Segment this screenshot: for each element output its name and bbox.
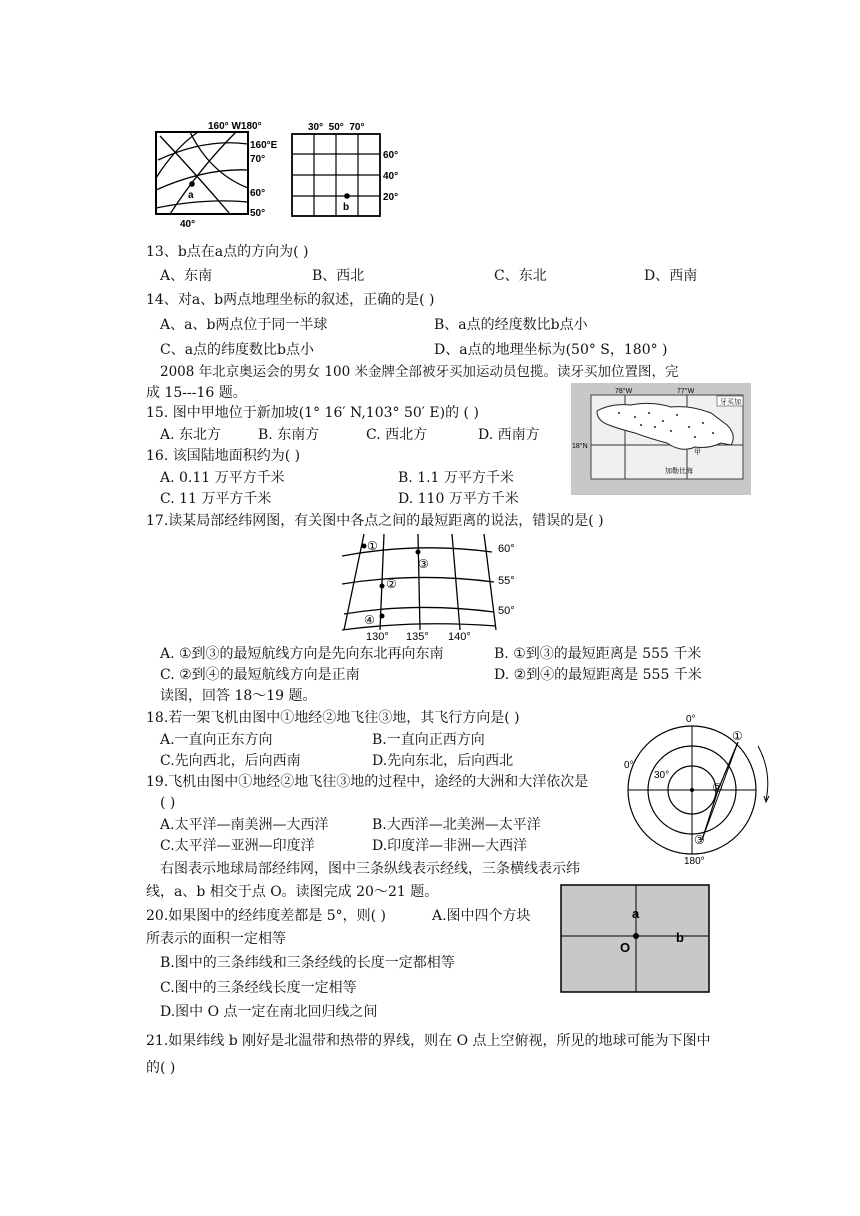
q19-option-c: C.太平洋—亚洲—印度洋 [160, 838, 315, 854]
q16-option-d: D. 110 万平方千米 [398, 491, 519, 507]
q19-stem: 19.飞机由图中①地经②地飞往③地的过程中，途经的大洲和大洋依次是 [146, 774, 589, 790]
fig1-right-label-1: 160°E [250, 140, 278, 151]
lat-lon-grid-figure [560, 884, 710, 994]
map-lon-right: 77°W [677, 388, 695, 395]
intro-15-line-2: 成 15---16 题。 [146, 385, 247, 401]
q18-option-b: B.一直向正西方向 [372, 732, 485, 748]
fig2-right-label-3: 20° [383, 192, 399, 203]
q13-option-c: C、东北 [494, 268, 547, 284]
fig3-lon-130: 130° [366, 631, 389, 642]
fig2-right-label-2: 40° [383, 171, 399, 182]
fig3-lon-135: 135° [406, 631, 429, 642]
fig1-right-label-4: 50° [250, 208, 266, 219]
grid-label-o: O [620, 940, 631, 955]
q16-option-a: A. 0.11 万平方千米 [160, 470, 285, 486]
fig3-point-2: ② [386, 577, 397, 591]
q18-option-d: D.先向东北，后向西北 [372, 753, 514, 769]
jamaica-location-map [571, 383, 751, 495]
q20-stem: 20.如果图中的经纬度差都是 5°，则( ) [146, 908, 386, 924]
q20-option-a: A.图中四个方块 [432, 908, 531, 924]
q18-option-c: C.先向西北，后向西南 [160, 753, 301, 769]
q15-option-d: D. 西南方 [478, 427, 540, 443]
q18-option-a: A.一直向正东方向 [160, 732, 273, 748]
q15-stem: 15. 图中甲地位于新加坡(1° 16′ N,103° 50′ E)的 ( ) [146, 405, 479, 421]
q14-option-b: B、a点的经度数比b点小 [434, 317, 588, 333]
q14-option-d: D、a点的地理坐标为(50° S，180° ) [434, 342, 668, 358]
intro-18: 读图，回答 18～19 题。 [160, 688, 317, 704]
map-lat: 18°N [572, 443, 588, 450]
fig1-bottom-label: 40° [180, 219, 196, 230]
polar-point-1: ① [732, 729, 743, 743]
q15-option-c: C. 西北方 [366, 427, 428, 443]
fig1-right-label-2: 70° [250, 154, 266, 165]
grid-label-b: b [676, 930, 684, 945]
fig3-point-3: ③ [418, 557, 429, 571]
fig3-lat-50: 50° [498, 605, 515, 617]
q15-option-a: A. 东北方 [160, 427, 222, 443]
polar-label-bottom: 180° [684, 856, 705, 867]
intro-20-line-2: 线，a、b 相交于点 O。读图完成 20～21 题。 [146, 884, 439, 900]
q20-option-d: D.图中 O 点一定在南北回归线之间 [160, 1004, 378, 1020]
q19-option-a: A.太平洋—南美洲—大西洋 [160, 817, 329, 833]
q14-option-c: C、a点的纬度数比b点小 [160, 342, 315, 358]
q19-option-d: D.印度洋—非洲—大西洋 [372, 838, 528, 854]
q17-stem: 17.读某局部经纬网图，有关图中各点之间的最短距离的说法，错误的是( ) [146, 513, 604, 529]
q16-option-c: C. 11 万平方千米 [160, 491, 272, 507]
q13-stem: 13、b点在a点的方向为( ) [146, 244, 309, 260]
q16-stem: 16. 该国陆地面积约为( ) [146, 448, 301, 464]
fig2-top-label: 30° 50° 70° [308, 122, 365, 133]
intro-15-line-1: 2008 年北京奥运会的男女 100 米金牌全部被牙买加运动员包揽。读牙买加位置图，完 [160, 364, 679, 380]
q17-option-d: D. ②到④的最短距离是 555 千米 [494, 667, 702, 683]
q17-option-b: B. ①到③的最短距离是 555 千米 [494, 646, 702, 662]
q13-option-a: A、东南 [160, 268, 213, 284]
fig2-right-label-1: 60° [383, 150, 399, 161]
q20-option-c: C.图中的三条经线长度一定相等 [160, 980, 357, 996]
map-lon-left: 78°W [615, 388, 633, 395]
map-title: 牙买加 [720, 399, 741, 406]
q15-option-b: B. 东南方 [258, 427, 320, 443]
fig1-point-a: a [188, 190, 194, 201]
intro-20-line-1: 右图表示地球局部经纬网，图中三条纵线表示经线，三条横线表示纬 [160, 861, 580, 877]
grid-label-a: a [632, 906, 640, 921]
fig3-lat-60: 60° [498, 543, 515, 555]
polar-label-top: 0° [686, 714, 696, 725]
q17-option-c: C. ②到④的最短航线方向是正南 [160, 667, 360, 683]
polar-view-figure [620, 712, 780, 868]
q14-stem: 14、对a、b两点地理坐标的叙述，正确的是( ) [146, 292, 435, 308]
fig3-lon-140: 140° [448, 631, 471, 642]
polar-point-2: ② [712, 781, 723, 795]
q21-line-1: 21.如果纬线 b 刚好是北温带和热带的界线，则在 O 点上空俯视，所见的地球可能为下图中 [146, 1033, 711, 1049]
q16-option-b: B. 1.1 万平方千米 [398, 470, 514, 486]
map-sea: 加勒比海 [665, 468, 693, 475]
fig1-top-label: 160° W180° [208, 121, 262, 132]
fig3-point-4: ④ [364, 613, 375, 627]
polar-label-inner: 30° [654, 770, 670, 781]
graticule-figure-a [150, 118, 280, 230]
q17-option-a: A. ①到③的最短航线方向是先向东北再向东南 [160, 646, 444, 662]
fig1-right-label-3: 60° [250, 188, 266, 199]
q14-option-a: A、a、b两点位于同一半球 [160, 317, 328, 333]
q13-option-b: B、西北 [312, 268, 365, 284]
q19-blank: ( ) [160, 795, 176, 811]
q13-option-d: D、西南 [644, 268, 698, 284]
q20-option-a-cont: 所表示的面积一定相等 [146, 931, 286, 947]
fig3-point-1: ① [367, 539, 378, 553]
polar-label-left: 0° [624, 760, 634, 771]
q19-option-b: B.大西洋—北美洲—太平洋 [372, 817, 541, 833]
map-point-jia: 甲 [694, 449, 701, 456]
graticule-figure-b [288, 120, 408, 224]
polar-point-3: ③ [694, 833, 705, 847]
q21-line-2: 的( ) [146, 1060, 176, 1076]
q20-option-b: B.图中的三条纬线和三条经线的长度一定都相等 [160, 955, 455, 971]
graticule-figure-q17 [336, 530, 526, 642]
q18-stem: 18.若一架飞机由图中①地经②地飞往③地，其飞行方向是( ) [146, 710, 520, 726]
fig3-lat-55: 55° [498, 575, 515, 587]
fig2-point-b: b [343, 202, 350, 213]
